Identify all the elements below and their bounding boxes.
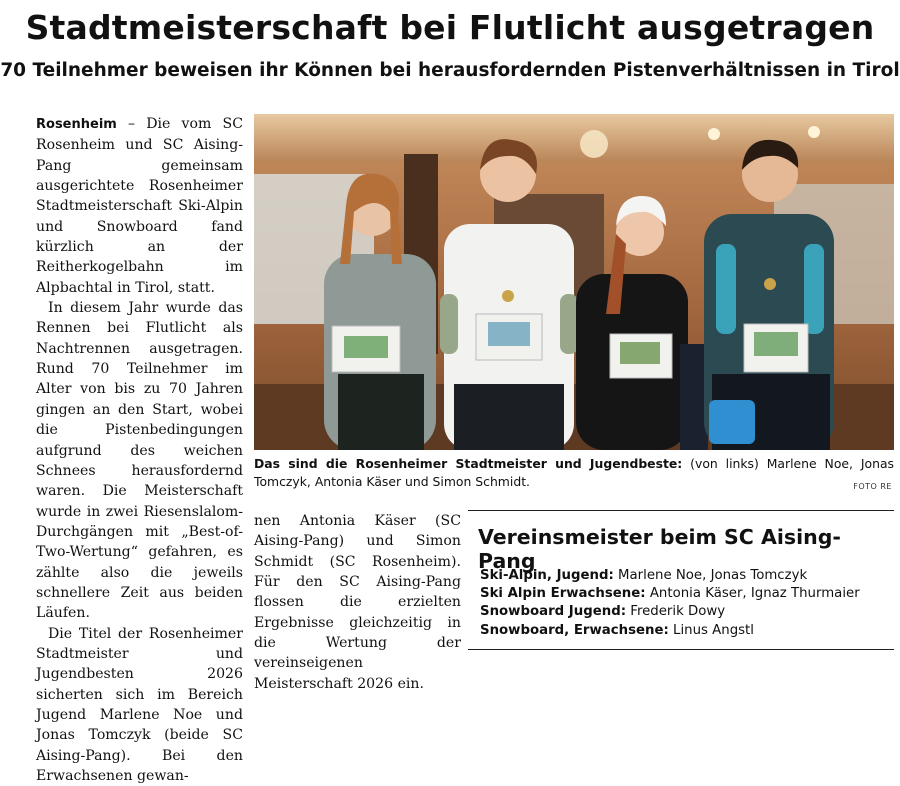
article-paragraph-3: Die Titel der Rosenheimer Stadtmeister und Jugendbesten 2026 sicherten sich im Bereich Jugend Marlene Noe und Jonas Tomczyk (beide SC Aising-Pang). Bei den Erwachsenen gewan-	[36, 625, 243, 784]
article-paragraph-2: In diesem Jahr wurde das Rennen bei Flutlicht als Nachtrennen ausgetragen. Rund 70 Teilnehmer im Alter von bis zu 70 Jahren gingen an den Start, wobei die Pistenbedingungen aufgrund des weichen Schnees herausfordernd waren. Die Meisterschaft wurde in zwei Riesenslalom-Durchgängen mit „Best-of-Two-Wertung“ gefahren, es zählte also die jeweils schnellere Zeit aus beiden Läufen.	[36, 300, 243, 622]
dateline: Rosenheim	[36, 117, 117, 132]
infobox-entry	[480, 622, 860, 640]
infobox-entry	[480, 603, 860, 621]
article-headline: Stadtmeisterschaft bei Flutlicht ausgetragen	[25, 8, 875, 47]
photo-illustration	[254, 114, 894, 450]
infobox-category: Ski-Alpin, Jugend:	[480, 568, 614, 583]
infobox-list	[480, 567, 860, 640]
infobox-category: Ski Alpin Erwachsene:	[480, 586, 646, 602]
infobox-title: Vereinsmeister beim SC Aising-Pang	[478, 525, 841, 573]
infobox-names: Linus Angstl	[668, 622, 754, 638]
infobox-names: Antonia Käser, Ignaz Thurmaier	[645, 586, 860, 602]
caption-text: (von links) Marlene Noe, Jonas Tomczyk, Antonia Käser und Simon Schmidt.	[254, 456, 895, 489]
infobox-category: Snowboard Jugend:	[480, 604, 627, 620]
infobox-entry	[480, 585, 860, 603]
infobox-names: Frederik Dowy	[626, 604, 726, 620]
article-paragraph-4: nen Antonia Käser (SC Aising-Pang) und Simon Schmidt (SC Rosenheim). Für den SC Aising-Pang flossen die erzielten Ergebnisse gleichzeitig in die Wertung der vereinseigenen Meisterschaft 2026 ein.	[254, 513, 461, 692]
infobox-entry	[480, 567, 860, 585]
article-column-2	[254, 511, 461, 694]
infobox-names: Marlene Noe, Jonas Tomczyk	[613, 568, 808, 583]
paragraph-1-text: – Die vom SC Rosenheim und SC Aising-Pang gemeinsam ausgerichtete Rosenheimer Stadtmeisterschaft Ski-Alpin und Snowboard fand kürzlich an der Reitherkogelbahn im Alpbachtal in Tirol, statt.	[36, 116, 243, 296]
infobox	[468, 510, 894, 650]
caption-lead: Das sind die Rosenheimer Stadtmeister und Jugendbeste:	[254, 456, 683, 471]
photo-caption	[254, 455, 894, 491]
article-photo	[254, 114, 894, 450]
photo-credit: FOTO RE	[853, 482, 892, 491]
article-paragraph-1	[36, 114, 243, 298]
article-column-1	[36, 114, 243, 786]
article-subheadline: 70 Teilnehmer beweisen ihr Können bei herausfordernden Pistenverhältnissen in Tirol	[0, 60, 900, 81]
infobox-category: Snowboard, Erwachsene:	[480, 622, 669, 638]
